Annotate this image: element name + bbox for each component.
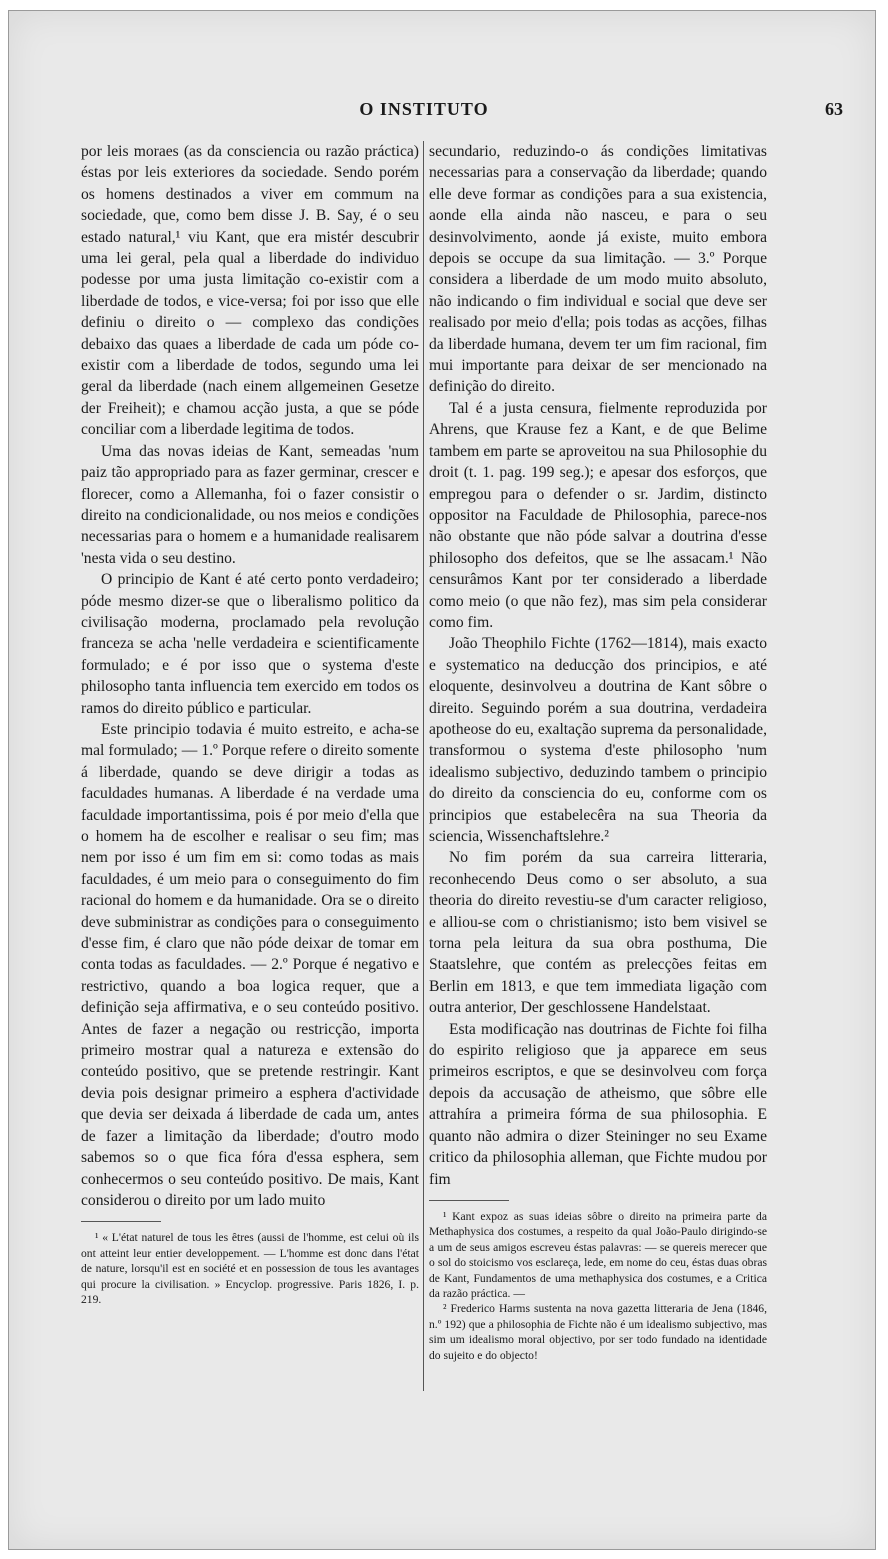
footnote: ¹ Kant expoz as suas ideias sôbre o direito na primeira parte da Methaphysica dos costumes, a respeito da qual João-Paulo dirigindo-se a um de seus amigos escreveu éstas palavras: — se quereis merecer que o sol do stoicismo vos esclareça, lede, em nome do ceu, éstas duas obras de Kant, Fundamentos de uma methaphysica dos costumes, e a Critica da razão práctica. — <box>429 1209 767 1300</box>
paragraph: João Theophilo Fichte (1762—1814), mais exacto e systematico na deducção dos principios, e até eloquente, desinvolveu a doutrina de Kant sôbre o direito. Seguindo porém a sua doutrina, verdadeira apotheose do eu, exaltação suprema da personalidade, transformou o systema d'este philosopho 'num idealismo subjectivo, deduzindo tambem o principio do direito da consciencia do eu, conforme com os principios que estabelecêra na sua Theoria da sciencia, Wissenchaftslehre.² <box>429 635 767 845</box>
paragraph: Este principio todavia é muito estreito, e acha-se mal formulado; — 1.º Porque refere o direito somente á liberdade, quando se deve dirigir a todas as faculdades humanas. A liberdade é na verdade uma faculdade importantissima, pois é por meio d'ella que o homem ha de escolher e realisar o seu fim; mas nem por isso é um fim em si: como todas as mais faculdades, é um meio para o conseguimento do fim racional do homem e da humanidade. Ora se o direito deve subministrar as condições para o conseguimento d'esse fim, é claro que não póde deixar de tomar em conta todas as faculdades. — 2.º Porque é negativo e restrictivo, quando a boa logica requer, que a definição seja affirmativa, e o seu conteúdo positivo. Antes de fazer a negação ou restricção, importa primeiro mostrar qual a natureza e extensão do conteúdo positivo, que se pretende restringir. Kant devia pois designar primeiro a esphera d'actividade que devia ser deixada á liberdade de cada um, antes de fazer a limitação da liberdade; d'outro modo sabemos so o que fica fóra d'essa esphera, sem conhecermos o seu conteúdo positivo. De mais, Kant considerou o direito por um lado muito <box>81 720 419 1209</box>
paragraph: No fim porém da sua carreira litteraria, reconhecendo Deus como o ser absoluto, a sua theoria do direito revestiu-se d'um caracter religioso, e alliou-se com o christianismo; isto bem visivel se torna pela leitura da sua obra posthuma, Die Staatslehre, que contém as prelecções feitas em Berlin em 1813, e que tem immediata ligação com outra anterior, Der geschlossene Handelstaat. <box>429 849 767 1017</box>
paragraph: Uma das novas ideias de Kant, semeadas 'num paiz tão appropriado para as fazer germinar, crescer e florecer, como a Allemanha, foi o fazer consistir o direito na condicionalidade, ou nos meios e condições necessarias para o homem e a humanidade realisarem 'nesta vida o seu destino. <box>81 442 419 567</box>
paragraph: O principio de Kant é até certo ponto verdadeiro; póde mesmo dizer-se que o liberalismo politico da civilisação moderna, proclamado pela revolução franceza se acha 'nelle verdadeira e scientificamente formulado; e é por isso que o systema d'este philosopho tanta influencia tem exercido em todos os ramos do direito público e particular. <box>81 571 419 717</box>
paragraph: secundario, reduzindo-o ás condições limitativas necessarias para a conservação da liberdade; quando elle deve formar as condições para a sua existencia, aonde ella ainda não nasceu, e para o seu desinvolvimento, aonde já existe, muito embora depois se occupe da sua limitação. — 3.º Porque considera a liberdade de um modo muito absoluto, não indicando o fim individual e social que deve ser realisado por meio d'ella; pois todas as acções, filhas da liberdade humana, devem ter um fim racional, fim mui importante para deixar de ser mencionado na definição do direito. <box>429 143 767 396</box>
page-header <box>9 99 875 129</box>
left-footnotes <box>81 1230 419 1307</box>
running-title: O INSTITUTO <box>359 99 489 119</box>
right-footnotes <box>429 1209 767 1363</box>
right-column <box>429 141 767 1363</box>
paragraph: Esta modificação nas doutrinas de Fichte foi filha do espirito religioso que ja apparece em seus primeiros escriptos, e que se desinvolveu com força depois da accusação de atheismo, que sôbre elle attrahíra a primeira fórma de sua philosophia. E quanto não admira o dizer Steininger no seu Exame critico da philosophia alleman, que Fichte mudou por fim <box>429 1020 767 1188</box>
footnote: ² Frederico Harms sustenta na nova gazetta litteraria de Jena (1846, n.º 192) que a philosophia de Fichte não é um idealismo subjectivo, mas sim um idealismo moral objectivo, por ser todo fundado na identidade do sujeito e do objecto! <box>429 1302 767 1362</box>
paragraph: Tal é a justa censura, fielmente reproduzida por Ahrens, que Krause fez a Kant, e de que Belime tambem em parte se aproveitou na sua Philosophie du droit (t. 1. pag. 199 seg.); e apesar dos esforços, que empregou para o defender o sr. Jardim, distincto oppositor na Faculdade de Philosophia, parece-nos não obstante que não póde salvar a doutrina d'esse philosopho dos defeitos, que se lhe assacam.¹ Não censurâmos Kant por ter considerado a liberdade como meio (o que não fez), mas sim pela considerar como fim. <box>429 399 767 631</box>
left-column <box>81 141 419 1307</box>
page-number: 63 <box>825 99 843 119</box>
footnote: ¹ « L'état naturel de tous les êtres (aussi de l'homme, est celui où ils ont atteint leur entier developpement. — L'homme est donc dans l'état de nature, lorsqu'il est en société et en possession de tous les avantages qui procure la civilisation. » Encyclop. progressive. Paris 1826, I. p. 219. <box>81 1231 419 1306</box>
column-divider <box>423 141 424 1391</box>
page-sheet <box>8 10 876 1550</box>
footnote-rule <box>81 1221 161 1222</box>
footnote-rule <box>429 1200 509 1201</box>
paragraph: por leis moraes (as da consciencia ou razão práctica) éstas por leis exteriores da sociedade. Sendo porém os homens destinados a viver em commum na sociedade, que, como bem disse J. B. Say, é o seu estado natural,¹ viu Kant, que era mistér descubrir uma lei geral, pela qual a liberdade do individuo podesse por uma justa limitação co-existir com a liberdade de todos, e vice-versa; foi por isso que elle definiu o direito o — complexo das condições debaixo das quaes a liberdade de cada um póde co-existir com a liberdade de todos, segundo uma lei geral da liberdade (nach einem allgemeinen Gesetze der Freiheit); e chamou acção justa, a que se póde conciliar com a liberdade legitima de todos. <box>81 143 419 439</box>
